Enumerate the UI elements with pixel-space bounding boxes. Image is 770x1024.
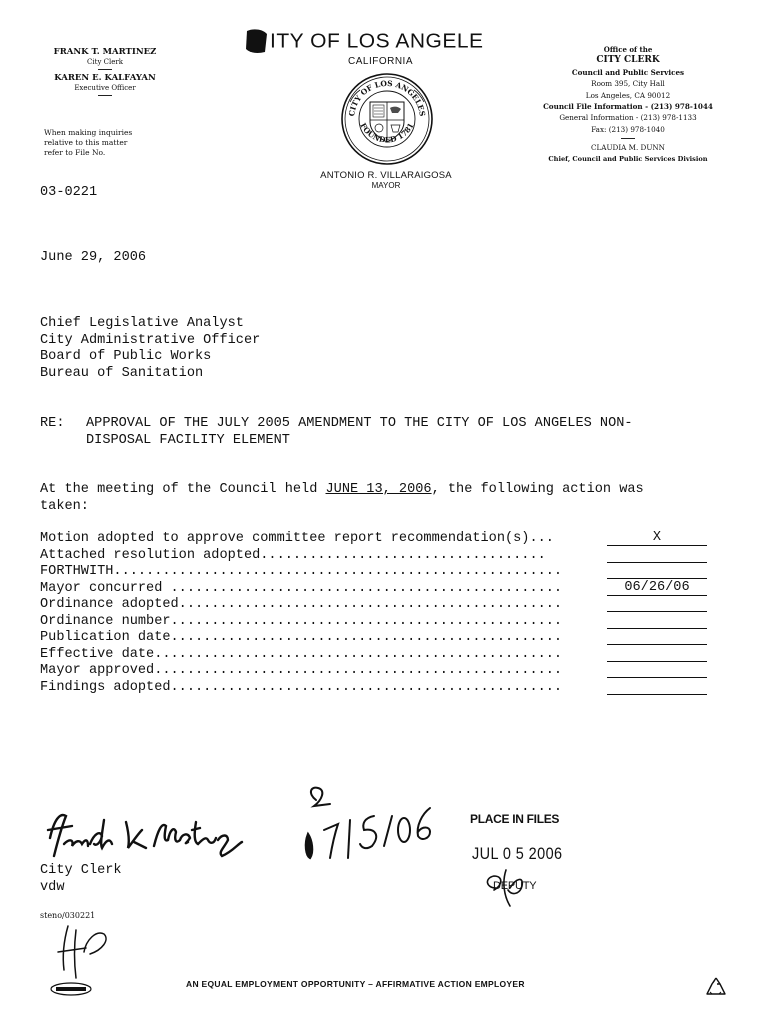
addressee-line: City Administrative Officer bbox=[40, 332, 261, 348]
addressee-line: Bureau of Sanitation bbox=[40, 365, 204, 381]
action-label: Findings adopted................................................ bbox=[40, 679, 563, 695]
deputy-initials bbox=[480, 866, 550, 912]
addressee-block bbox=[40, 316, 260, 382]
inquiry-line: refer to File No. bbox=[44, 148, 106, 157]
action-value bbox=[607, 564, 707, 579]
action-value bbox=[607, 548, 707, 563]
dept-name: CITY CLERK bbox=[596, 55, 660, 66]
officer-name: KAREN E. KALFAYAN bbox=[54, 73, 156, 83]
city-title: ITY OF LOS ANGELE bbox=[270, 30, 484, 53]
city-clerk-office-block bbox=[528, 44, 728, 165]
action-value bbox=[607, 614, 707, 629]
fax-number: Fax: (213) 978-1040 bbox=[591, 124, 665, 134]
inquiry-line: When making inquiries bbox=[44, 128, 133, 137]
action-label: Mayor approved.................................................. bbox=[40, 663, 563, 678]
clerk-name: FRANK T. MARTINEZ bbox=[53, 47, 157, 57]
seal-top-text: CITY OF LOS ANGELES bbox=[347, 78, 427, 117]
divider bbox=[621, 138, 635, 139]
inquiry-line: relative to this matter bbox=[44, 138, 128, 147]
action-label: Publication date................................................ bbox=[40, 630, 563, 645]
clerk-block bbox=[40, 47, 170, 99]
meeting-statement bbox=[40, 482, 644, 515]
typist-initials: vdw bbox=[40, 880, 65, 895]
action-value bbox=[607, 630, 707, 645]
stamp-date: JUL 0 5 2006 bbox=[472, 844, 563, 863]
letter-date: June 29, 2006 bbox=[40, 250, 147, 265]
room: Room 395, City Hall bbox=[591, 79, 665, 89]
file-number: 03-0221 bbox=[40, 185, 98, 200]
action-value bbox=[607, 680, 707, 695]
addressee-line: Board of Public Works bbox=[40, 349, 212, 364]
divider bbox=[98, 69, 112, 70]
inquiry-note bbox=[44, 128, 132, 158]
division: Council and Public Services bbox=[571, 67, 685, 77]
office-of: Office of the bbox=[603, 45, 653, 54]
mayor-name: ANTONIO R. VILLARAIGOSA bbox=[320, 170, 452, 181]
meeting-date: JUNE 13, 2006 bbox=[325, 482, 432, 497]
action-label: Ordinance number................................................ bbox=[40, 613, 563, 629]
action-label: Mayor concurred ................................................ bbox=[40, 580, 563, 596]
action-value: X bbox=[607, 531, 707, 546]
city-seal bbox=[340, 72, 434, 166]
recycle-icon bbox=[705, 976, 727, 998]
meeting-line2: taken: bbox=[40, 498, 89, 514]
action-label: Motion adopted to approve committee report recommendation(s)... bbox=[40, 531, 554, 546]
officer-title: Executive Officer bbox=[74, 84, 136, 92]
state-name: CALIFORNIA bbox=[348, 56, 414, 67]
action-value: 06/26/06 bbox=[607, 581, 707, 596]
re-line: DISPOSAL FACILITY ELEMENT bbox=[86, 432, 290, 448]
action-label: Effective date.................................................. bbox=[40, 646, 563, 662]
file-info-phone: Council File Information - (213) 978-1044 bbox=[543, 102, 713, 112]
recycled-paper-logo bbox=[50, 982, 92, 996]
action-value bbox=[607, 647, 707, 662]
chief-title: Chief, Council and Public Services Division bbox=[548, 154, 708, 163]
clerk-title: City Clerk bbox=[87, 58, 123, 66]
addressee-line: Chief Legislative Analyst bbox=[40, 316, 244, 331]
re-label: RE: bbox=[40, 416, 65, 431]
action-value bbox=[607, 597, 707, 612]
closing-title: City Clerk bbox=[40, 863, 122, 878]
city-logo-mark bbox=[243, 28, 269, 54]
re-subject bbox=[86, 416, 633, 449]
divider bbox=[98, 95, 112, 96]
eeo-footer: AN EQUAL EMPLOYMENT OPPORTUNITY – AFFIRMATIVE ACTION EMPLOYER bbox=[186, 979, 525, 989]
meeting-suffix: , the following action was bbox=[431, 482, 644, 497]
general-info-phone: General Information - (213) 978-1133 bbox=[559, 113, 697, 123]
place-in-files-stamp: PLACE IN FILES bbox=[470, 812, 560, 826]
steno-ref: steno/030221 bbox=[40, 911, 96, 920]
re-line: APPROVAL OF THE JULY 2005 AMENDMENT TO THE CITY OF LOS ANGELES NON- bbox=[86, 416, 633, 431]
handwritten-date bbox=[300, 786, 440, 866]
stamp-deputy: DEPUTY bbox=[493, 880, 537, 892]
action-value bbox=[607, 663, 707, 678]
seal-bottom-text: FOUNDED 1781 bbox=[358, 121, 416, 145]
city-zip: Los Angeles, CA 90012 bbox=[585, 90, 671, 100]
mayor-title: MAYOR bbox=[371, 181, 401, 190]
clerk-signature bbox=[42, 800, 252, 862]
meeting-prefix: At the meeting of the Council held bbox=[40, 482, 326, 497]
action-label: Ordinance adopted............................................... bbox=[40, 597, 563, 612]
action-label: Attached resolution adopted................................... bbox=[40, 547, 546, 563]
reviewer-initials bbox=[50, 922, 130, 990]
action-label: FORTHWITH....................................................... bbox=[40, 564, 563, 579]
chief-name: CLAUDIA M. DUNN bbox=[591, 143, 665, 153]
